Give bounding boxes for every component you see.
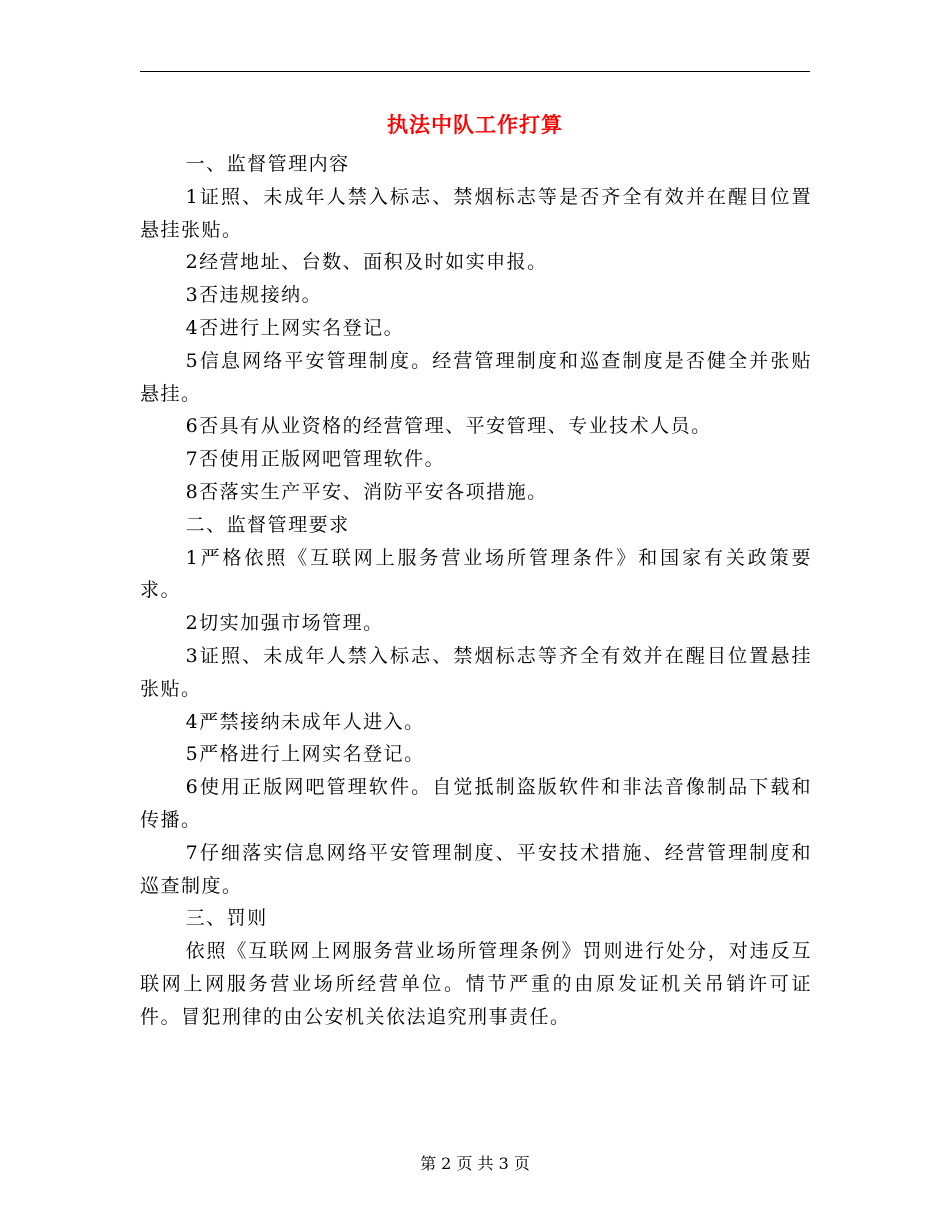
paragraph: 6使用正版网吧管理软件。自觉抵制盗版软件和非法音像制品下载和传播。 <box>140 776 812 831</box>
page-footer <box>0 1152 950 1176</box>
paragraph: 5严格进行上网实名登记。 <box>185 743 425 766</box>
paragraph: 依照《互联网上网服务营业场所管理条例》罚则进行处分，对违反互联网上网服务营业场所经营单位。情节严重的由原发证机关吊销许可证件。冒犯刑律的由公安机关依法追究刑事责任。 <box>140 940 812 1028</box>
paragraph: 6否具有从业资格的经营管理、平安管理、专业技术人员。 <box>185 415 712 438</box>
paragraph: 4否进行上网实名登记。 <box>185 316 405 339</box>
section-heading-1: 一、监督管理内容 <box>185 153 350 175</box>
paragraph: 4严禁接纳未成年人进入。 <box>185 710 425 733</box>
paragraph: 5信息网络平安管理制度。经营管理制度和巡查制度是否健全并张贴悬挂。 <box>140 349 812 405</box>
section-heading-2: 二、监督管理要求 <box>185 513 350 536</box>
paragraph: 1严格依照《互联网上服务营业场所管理条件》和国家有关政策要求。 <box>140 546 812 602</box>
section-heading-3: 三、罚则 <box>185 907 268 930</box>
paragraph: 2切实加强市场管理。 <box>185 612 384 635</box>
document-body <box>140 148 812 1034</box>
paragraph: 3否违规接纳。 <box>185 284 323 307</box>
paragraph: 1证照、未成年人禁入标志、禁烟标志等是否齐全有效并在醒目位置悬挂张贴。 <box>140 185 812 241</box>
paragraph: 3证照、未成年人禁入标志、禁烟标志等齐全有效并在醒目位置悬挂张贴。 <box>140 644 812 700</box>
paragraph: 7否使用正版网吧管理软件。 <box>185 448 446 471</box>
document-title: 执法中队工作打算 <box>387 113 563 137</box>
paragraph: 7仔细落实信息网络平安管理制度、平安技术措施、经营管理制度和巡查制度。 <box>140 841 812 897</box>
paragraph: 8否落实生产平安、消防平安各项措施。 <box>185 480 548 503</box>
page-number-label: 第 2 页 共 3 页 <box>420 1154 530 1173</box>
paragraph: 2经营地址、台数、面积及时如实申报。 <box>185 251 548 274</box>
header-rule <box>140 71 810 72</box>
